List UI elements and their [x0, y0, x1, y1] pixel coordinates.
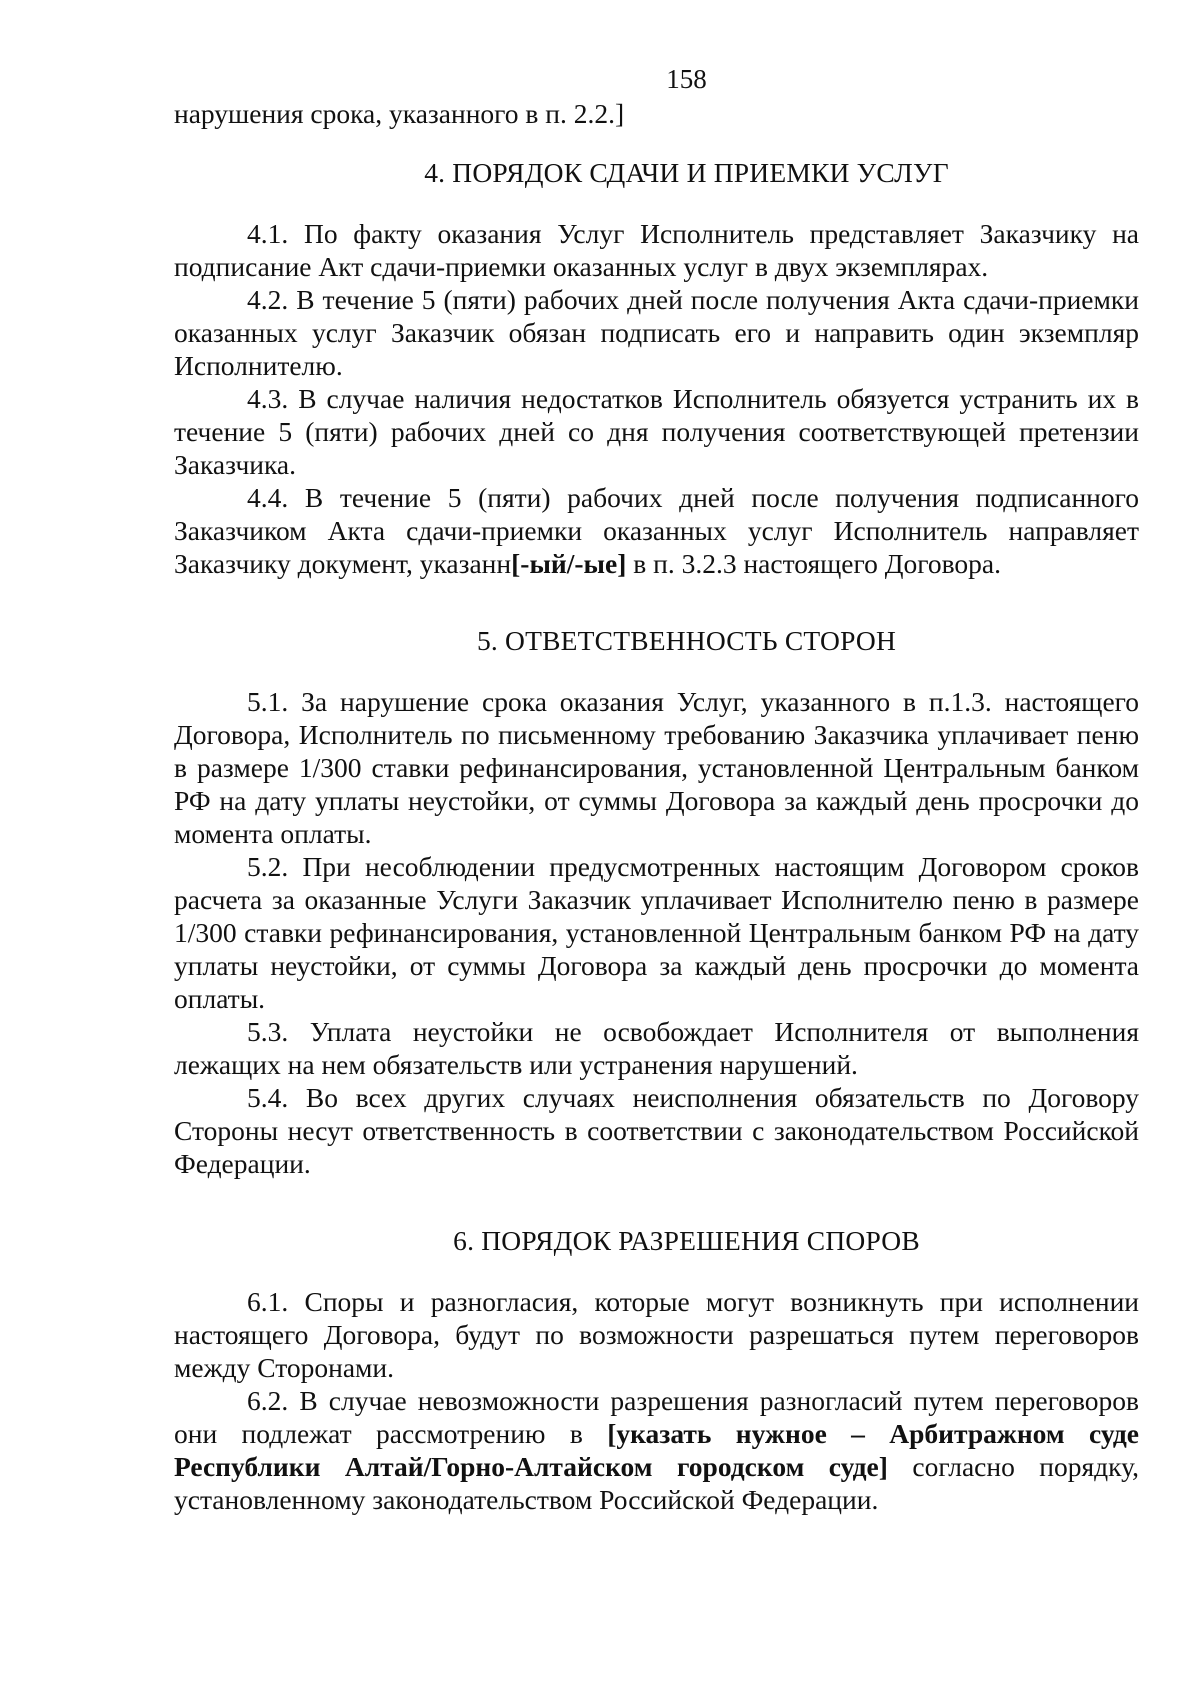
paragraph-4-2: 4.2. В течение 5 (пяти) рабочих дней после получения Акта сдачи-приемки оказанных услуг Заказчик обязан подписать его и направить один экземпляр Исполнителю.	[174, 284, 1139, 381]
paragraph-6-2-text: 6.2. В случае невозможности разрешения разногласий путем переговоров они подлежат рассмотрению в	[174, 1385, 1139, 1449]
page-number: 158	[666, 64, 707, 94]
section-5-title: 5. ОТВЕТСТВЕННОСТЬ СТОРОН	[476, 625, 897, 656]
paragraph-4-4-placeholder: [-ый/-ые]	[511, 548, 627, 579]
paragraph-4-4	[174, 481, 1139, 580]
paragraph-6-2	[174, 1384, 1139, 1516]
paragraph-4-1: 4.1. По факту оказания Услуг Исполнитель представляет Заказчику на подписание Акт сдачи-приемки оказанных услуг в двух экземплярах.	[174, 218, 1139, 282]
paragraph-4-4-tail: в п. 3.2.3 настоящего Договора.	[626, 548, 1001, 579]
paragraph-5-4: 5.4. Во всех других случаях неисполнения обязательств по Договору Стороны несут ответственность в соответствии с законодательством Российской Федерации.	[174, 1082, 1139, 1179]
paragraph-6-1: 6.1. Споры и разногласия, которые могут возникнуть при исполнении настоящего Договора, будут по возможности разрешаться путем переговоров между Сторонами.	[174, 1286, 1139, 1383]
document-page	[174, 64, 1139, 1516]
paragraph-4-3: 4.3. В случае наличия недостатков Исполнитель обязуется устранить их в течение 5 (пяти) рабочих дней со дня получения соответствующей претензии Заказчика.	[174, 383, 1139, 480]
section-6-title: 6. ПОРЯДОК РАЗРЕШЕНИЯ СПОРОВ	[453, 1225, 920, 1256]
paragraph-6-2-tail: согласно порядку, установленному законодательством Российской Федерации.	[174, 1451, 1139, 1515]
section-4-title: 4. ПОРЯДОК СДАЧИ И ПРИЕМКИ УСЛУГ	[424, 157, 949, 188]
paragraph-6-2-placeholder: [указать нужное – Арбитражном суде Республики Алтай/Горно-Алтайском городском суде]	[174, 1418, 1139, 1482]
continuation-text: нарушения срока, указанного в п. 2.2.]	[174, 98, 625, 129]
paragraph-5-1: 5.1. За нарушение срока оказания Услуг, указанного в п.1.3. настоящего Договора, Исполнитель по письменному требованию Заказчика уплачивает пеню в размере 1/300 ставки рефинансирования, установленной Центральным банком РФ на дату уплаты неустойки, от суммы Договора за каждый день просрочки до момента оплаты.	[174, 686, 1139, 849]
paragraph-5-2: 5.2. При несоблюдении предусмотренных настоящим Договором сроков расчета за оказанные Услуги Заказчик уплачивает Исполнителю пеню в размере 1/300 ставки рефинансирования, установленной Центральным банком РФ на дату уплаты неустойки, от суммы Договора за каждый день просрочки до момента оплаты.	[174, 851, 1139, 1014]
paragraph-5-3: 5.3. Уплата неустойки не освобождает Исполнителя от выполнения лежащих на нем обязательств или устранения нарушений.	[174, 1016, 1139, 1080]
paragraph-4-4-text: 4.4. В течение 5 (пяти) рабочих дней после получения подписанного Заказчиком Акта сдачи-приемки оказанных услуг Исполнитель направляет Заказчику документ, указанн	[174, 482, 1139, 579]
